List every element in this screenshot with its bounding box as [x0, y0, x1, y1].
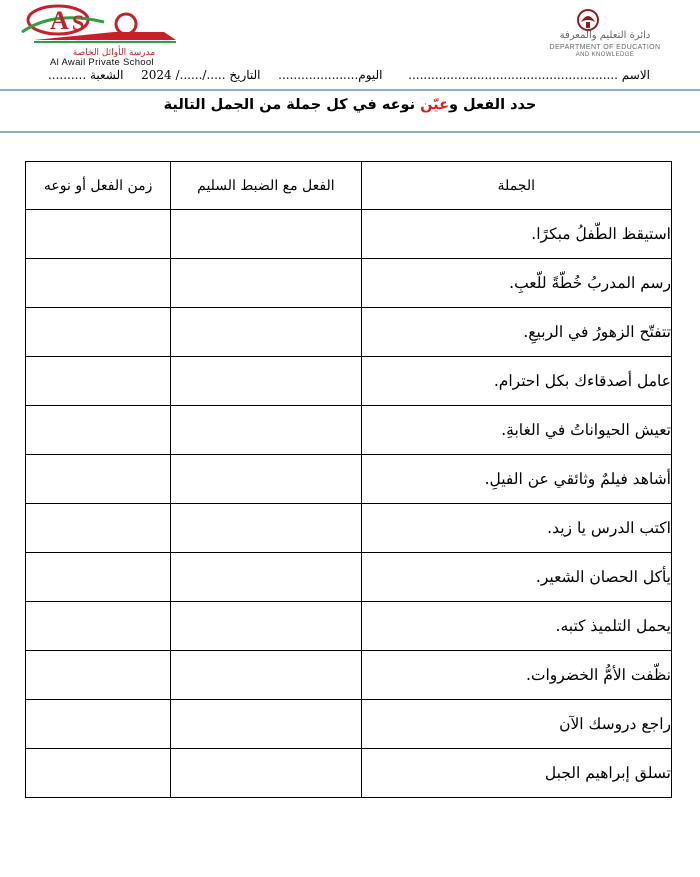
instruction-highlight: عيّن — [420, 97, 449, 113]
sentence-cell: يأكل الحصان الشعير. — [361, 553, 671, 602]
department-name-arabic: دائرة التعليم والمعرفة — [559, 30, 651, 41]
verb-answer-cell[interactable] — [171, 602, 361, 651]
student-info-line — [47, 68, 650, 82]
tense-answer-cell[interactable] — [26, 602, 171, 651]
sentence-cell: تسلق إبراهيم الجبل — [361, 749, 671, 798]
tense-answer-cell[interactable] — [26, 210, 171, 259]
sentence-cell: عامل أصدقاءك بكل احترام. — [361, 357, 671, 406]
table-row — [26, 357, 672, 406]
sentence-cell: تعيش الحيواناتُ في الغابةِ. — [361, 406, 671, 455]
verb-answer-cell[interactable] — [171, 455, 361, 504]
verb-answer-cell[interactable] — [171, 406, 361, 455]
tense-answer-cell[interactable] — [26, 406, 171, 455]
table-row — [26, 406, 672, 455]
department-name-english-line2: AND KNOWLEDGE — [575, 52, 635, 58]
school-logo — [14, 2, 184, 68]
verb-answer-cell[interactable] — [171, 357, 361, 406]
tense-answer-cell[interactable] — [26, 308, 171, 357]
section-field[interactable]: الشعبة .......... — [47, 68, 124, 82]
verb-answer-cell[interactable] — [171, 308, 361, 357]
verb-answer-cell[interactable] — [171, 651, 361, 700]
verb-answer-cell[interactable] — [171, 210, 361, 259]
instruction-part-3: نوعه في كل جملة من الجمل التالية — [163, 97, 421, 113]
table-header-row — [26, 162, 672, 210]
sentence-cell: اكتب الدرس يا زيد. — [361, 504, 671, 553]
sentence-cell: أشاهد فيلمٌ وثائقي عن الفيلِ. — [361, 455, 671, 504]
school-name-english: Al Awail Private School — [50, 57, 154, 68]
department-logo — [525, 6, 685, 62]
table-row — [26, 259, 672, 308]
sentence-cell: تتفتّح الزهورُ في الربيعِ. — [361, 308, 671, 357]
svg-text:A: A — [50, 6, 69, 35]
tense-answer-cell[interactable] — [26, 749, 171, 798]
sentence-cell: رسم المدربُ خُطّةً للّعبِ. — [361, 259, 671, 308]
sentence-cell: يحمل التلميذ كتبه. — [361, 602, 671, 651]
school-emblem-icon — [14, 2, 184, 52]
table-row — [26, 210, 672, 259]
table-row — [26, 308, 672, 357]
worksheet-table — [25, 161, 672, 798]
verb-answer-cell[interactable] — [171, 553, 361, 602]
instruction-part-1: حدد الفعل و — [449, 97, 537, 113]
tense-answer-cell[interactable] — [26, 651, 171, 700]
sentence-cell: نظّفت الأمُّ الخضروات. — [361, 651, 671, 700]
verb-answer-cell[interactable] — [171, 749, 361, 798]
date-field[interactable]: التاريخ ...../....../ 2024 — [141, 68, 261, 82]
tense-answer-cell[interactable] — [26, 504, 171, 553]
verb-answer-cell[interactable] — [171, 504, 361, 553]
tense-answer-cell[interactable] — [26, 700, 171, 749]
table-row — [26, 602, 672, 651]
table-row — [26, 553, 672, 602]
header-divider — [0, 89, 700, 91]
instruction-text — [60, 97, 640, 113]
sentence-cell: استيقظ الطّفلُ مبكرًا. — [361, 210, 671, 259]
tense-answer-cell[interactable] — [26, 455, 171, 504]
tense-answer-cell[interactable] — [26, 259, 171, 308]
verb-answer-cell[interactable] — [171, 700, 361, 749]
table-row — [26, 700, 672, 749]
sentence-cell: راجع دروسك الآن — [361, 700, 671, 749]
school-name-arabic: مدرسة الأوائل الخاصة — [72, 48, 156, 58]
tense-answer-cell[interactable] — [26, 357, 171, 406]
header-sentence: الجملة — [361, 162, 671, 210]
department-name-english: DEPARTMENT OF EDUCATION — [549, 44, 661, 51]
name-field[interactable]: الاسم ....................................................... — [408, 68, 650, 82]
verb-answer-cell[interactable] — [171, 259, 361, 308]
day-field[interactable]: اليوم..................... — [278, 68, 383, 82]
instruction-divider — [0, 131, 700, 133]
header-verb: الفعل مع الضبط السليم — [171, 162, 361, 210]
table-row — [26, 455, 672, 504]
table-row — [26, 749, 672, 798]
header-tense: زمن الفعل أو نوعه — [26, 162, 171, 210]
table-row — [26, 504, 672, 553]
tense-answer-cell[interactable] — [26, 553, 171, 602]
table-row — [26, 651, 672, 700]
falcon-emblem-icon — [573, 8, 603, 32]
svg-text:S: S — [72, 10, 85, 35]
